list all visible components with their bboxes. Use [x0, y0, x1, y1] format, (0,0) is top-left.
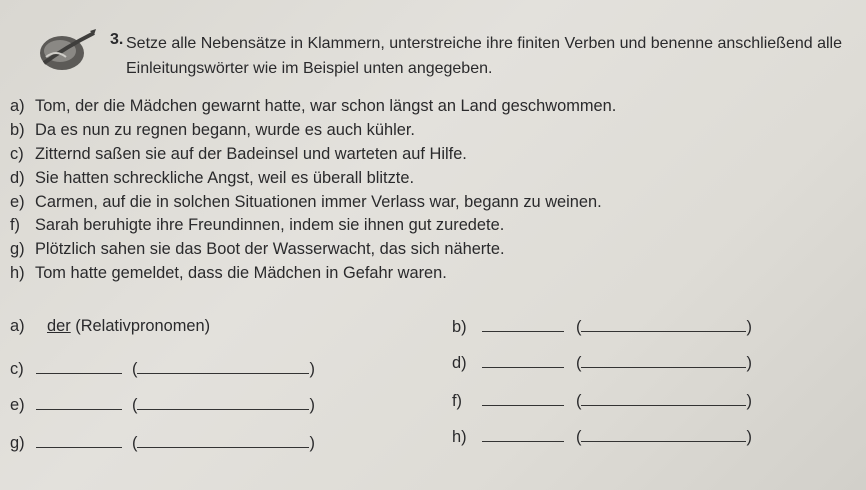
answer-h-word-blank[interactable] — [482, 424, 564, 442]
task-number: 3. — [110, 31, 124, 48]
sentence-text: Tom, der die Mädchen gewarnt hatte, war schon längst an Land geschwommen. — [35, 97, 617, 115]
open-paren: ( — [576, 392, 582, 410]
answer-b — [452, 314, 752, 338]
answer-f — [452, 388, 752, 412]
answer-letter: d) — [452, 354, 467, 372]
answer-g-type-blank[interactable] — [137, 430, 309, 448]
close-paren: ) — [309, 434, 315, 452]
answer-c — [10, 356, 315, 380]
example-word: der — [47, 317, 71, 335]
answer-f-type-blank[interactable] — [581, 388, 746, 406]
answer-b-type-blank[interactable] — [581, 314, 746, 332]
sentence-letter: c) — [10, 144, 24, 163]
answer-d-word-blank[interactable] — [482, 350, 564, 368]
answer-letter: a) — [10, 317, 25, 335]
answer-e — [10, 392, 315, 416]
close-paren: ) — [309, 360, 315, 378]
answer-b-word-blank[interactable] — [482, 314, 564, 332]
sentence-text: Carmen, auf die in solchen Situationen immer Verlass war, begann zu weinen. — [35, 192, 602, 211]
example-type: (Relativpronomen) — [75, 317, 211, 335]
sentence-letter: g) — [10, 240, 25, 259]
sentence-text: Da es nun zu regnen begann, wurde es auch kühler. — [35, 120, 415, 139]
task-instruction: Setze alle Nebensätze in Klammern, unterstreiche ihre finiten Verben und benenne anschließend alle Einleitungswörter wie im Beispiel unten angegeben. — [126, 35, 842, 77]
sentence-letter: e) — [10, 192, 25, 211]
close-paren: ) — [746, 318, 752, 336]
sentence-text: Sarah beruhigte ihre Freundinnen, indem sie ihnen gut zuredete. — [35, 216, 505, 235]
open-paren: ( — [132, 360, 138, 378]
answer-c-type-blank[interactable] — [137, 356, 309, 374]
open-paren: ( — [576, 354, 582, 372]
open-paren: ( — [132, 396, 138, 414]
answer-d-type-blank[interactable] — [581, 350, 746, 368]
sentence-letter: f) — [10, 216, 21, 235]
sentence-letter: b) — [10, 120, 25, 139]
close-paren: ) — [746, 354, 752, 372]
open-paren: ( — [132, 434, 138, 452]
answer-letter: f) — [452, 392, 463, 410]
close-paren: ) — [746, 428, 752, 446]
answer-letter: c) — [10, 360, 24, 378]
answer-h — [452, 424, 752, 448]
sentence-letter: h) — [10, 264, 25, 283]
sentence-text: Sie hatten schreckliche Angst, weil es überall blitzte. — [35, 168, 415, 187]
sentence-letter: d) — [10, 168, 25, 187]
answer-f-word-blank[interactable] — [482, 388, 564, 406]
answer-letter: g) — [10, 434, 25, 452]
answer-g — [10, 430, 315, 454]
answer-letter: h) — [452, 428, 467, 446]
answer-a-example — [10, 314, 210, 338]
close-paren: ) — [309, 396, 315, 414]
sentence-text: Tom hatte gemeldet, dass die Mädchen in Gefahr waren. — [35, 264, 447, 283]
answer-h-type-blank[interactable] — [581, 424, 746, 442]
close-paren: ) — [746, 392, 752, 410]
answer-d — [452, 350, 752, 374]
answer-e-type-blank[interactable] — [137, 392, 309, 410]
answer-letter: e) — [10, 396, 25, 414]
answer-g-word-blank[interactable] — [36, 430, 122, 448]
answer-letter: b) — [452, 318, 467, 336]
sentence-text: Plötzlich sahen sie das Boot der Wasserwacht, das sich näherte. — [35, 240, 505, 259]
sentence-text: Zitternd saßen sie auf der Badeinsel und warteten auf Hilfe. — [35, 144, 467, 163]
answer-c-word-blank[interactable] — [36, 356, 122, 374]
open-paren: ( — [576, 428, 582, 446]
sentence-letter: a) — [10, 97, 25, 115]
open-paren: ( — [576, 318, 582, 336]
answer-e-word-blank[interactable] — [36, 392, 122, 410]
